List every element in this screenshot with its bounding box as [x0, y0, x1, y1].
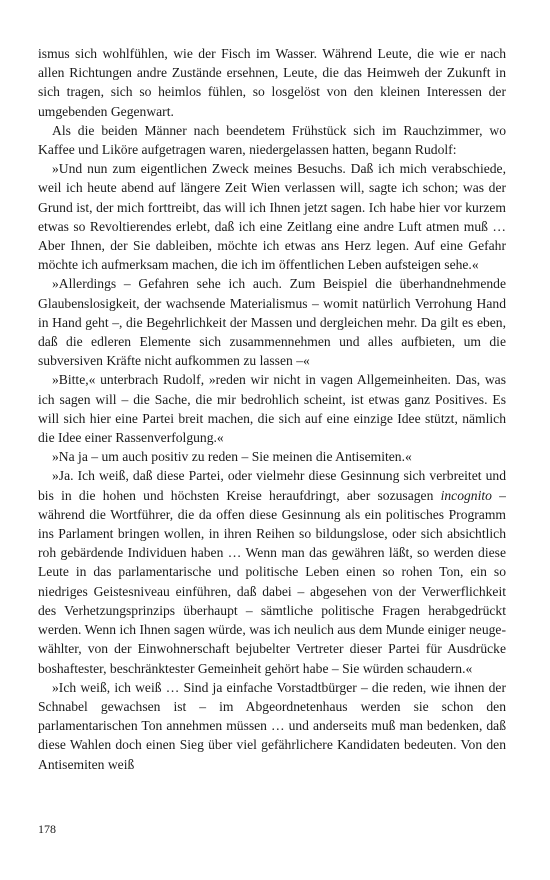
paragraph	[38, 370, 506, 447]
text-run: »Ich weiß, ich weiß … Sind ja einfache Vorstadtbürger – die reden, wie ihnen der Schnabel gewachsen ist – im Abgeordnetenhaus werden sie schon den parlamentarischen Ton annehmen müssen … und anderseits muß man bedenken, daß diese Wahlen doch einen Sieg über viel gefährlichere Kandidaten bedeuten. Von den Antisemiten weiß	[38, 679, 506, 772]
text-run: »Ja. Ich weiß, daß diese Partei, oder vielmehr diese Gesinnung sich verbreitet und bis in die hohen und höchsten Kreise heraufdringt, aber sozusagen	[38, 468, 506, 503]
emphasis-text: incognito	[440, 487, 492, 503]
paragraph	[38, 678, 506, 774]
paragraph	[38, 466, 506, 677]
text-run: ismus sich wohlfühlen, wie der Fisch im Wasser. Während Leute, die wie er nach allen Richtungen andre Zustände ersehnen, Leute, die das Heimweh der Zukunft in sich tragen, sich so heimlos fühlen, so losgelöst von den kleinen Interessen der umgebenden Gegenwart.	[38, 46, 506, 119]
paragraph	[38, 447, 506, 466]
text-run: Als die beiden Männer nach beendetem Frühstück sich im Rauchzimmer, wo Kaffee und Liköre aufgetragen waren, niedergelassen hatten, begann Rudolf:	[38, 122, 506, 158]
text-run: »Na ja – um auch positiv zu reden – Sie meinen die Antisemiten.«	[52, 449, 412, 465]
paragraph	[38, 274, 506, 370]
text-run: »Allerdings – Gefahren sehe ich auch. Zum Beispiel die überhandnehmende Glaubenslosigkeit, der wachsende Materialismus – womit natürlich Verrohung Hand in Hand geht –, die Begehrlichkeit der Massen und dergleichen mehr. Da gilt es eben, daß die edleren Elemente sich zusammennehmen und alles aufbieten, um die subversiven Kräfte nicht aufkommen zu lassen –«	[38, 276, 506, 369]
paragraph	[38, 44, 506, 121]
text-run: »Und nun zum eigentlichen Zweck meines Besuchs. Daß ich mich verabschiede, weil ich heute abend auf längere Zeit Wien verlassen will, sagte ich schon; was der Grund ist, der mich forttreibt, das will ich Ihnen jetzt sagen. Ich habe hier vor kurzem etwas so Revoltierendes erlebt, daß ich eine Zeitlang eine andre Luft atmen muß … Aber Ihnen, der Sie dableiben, möchte ich etwas ans Herz legen. Auf eine Gefahr möchte ich aufmerksam machen, die ich im öffentlichen Leben aufsteigen sehe.«	[38, 161, 506, 273]
text-run: »Bitte,« unterbrach Rudolf, »reden wir nicht in vagen Allgemeinheiten. Das, was ich sagen will – die Sache, die mir bedrohlich scheint, ist etwas ganz Positives. Es will sich hier eine Partei breit machen, die sich auf eine einzige Idee stützt, nämlich die Idee einer Rassenverfolgung.«	[38, 372, 506, 446]
paragraph	[38, 121, 506, 159]
text-run: – während die Wortführer, die da offen diese Gesinnung als ein politisches Programm ins Parlament bringen wollen, in ihren Reihen so bildungslose, oder sich absichtlich roh gebärdende Individuen haben … Wenn man das gewähren läßt, so werden diese Leute in das parlamentarische und politische Leben einen so rohen Ton, ein so niedriges Geistesniveau einführen, daß dabei – abgesehen von der Verwerflichkeit des Verhetzungsprinzips überhaupt – sämtliche politische Fragen herabgedrückt werden. Wenn ich Ihnen sagen würde, was ich neulich aus dem Munde einiger neugewählter, von der Einwohnerschaft bejubelter Vertreter dieser Partei für Ausdrücke boshaftester, beschränktester Gemeinheit gehört habe – Sie würden schaudern.«	[38, 487, 506, 676]
page-number: 178	[38, 822, 56, 836]
body-text	[38, 44, 506, 774]
paragraph	[38, 159, 506, 274]
